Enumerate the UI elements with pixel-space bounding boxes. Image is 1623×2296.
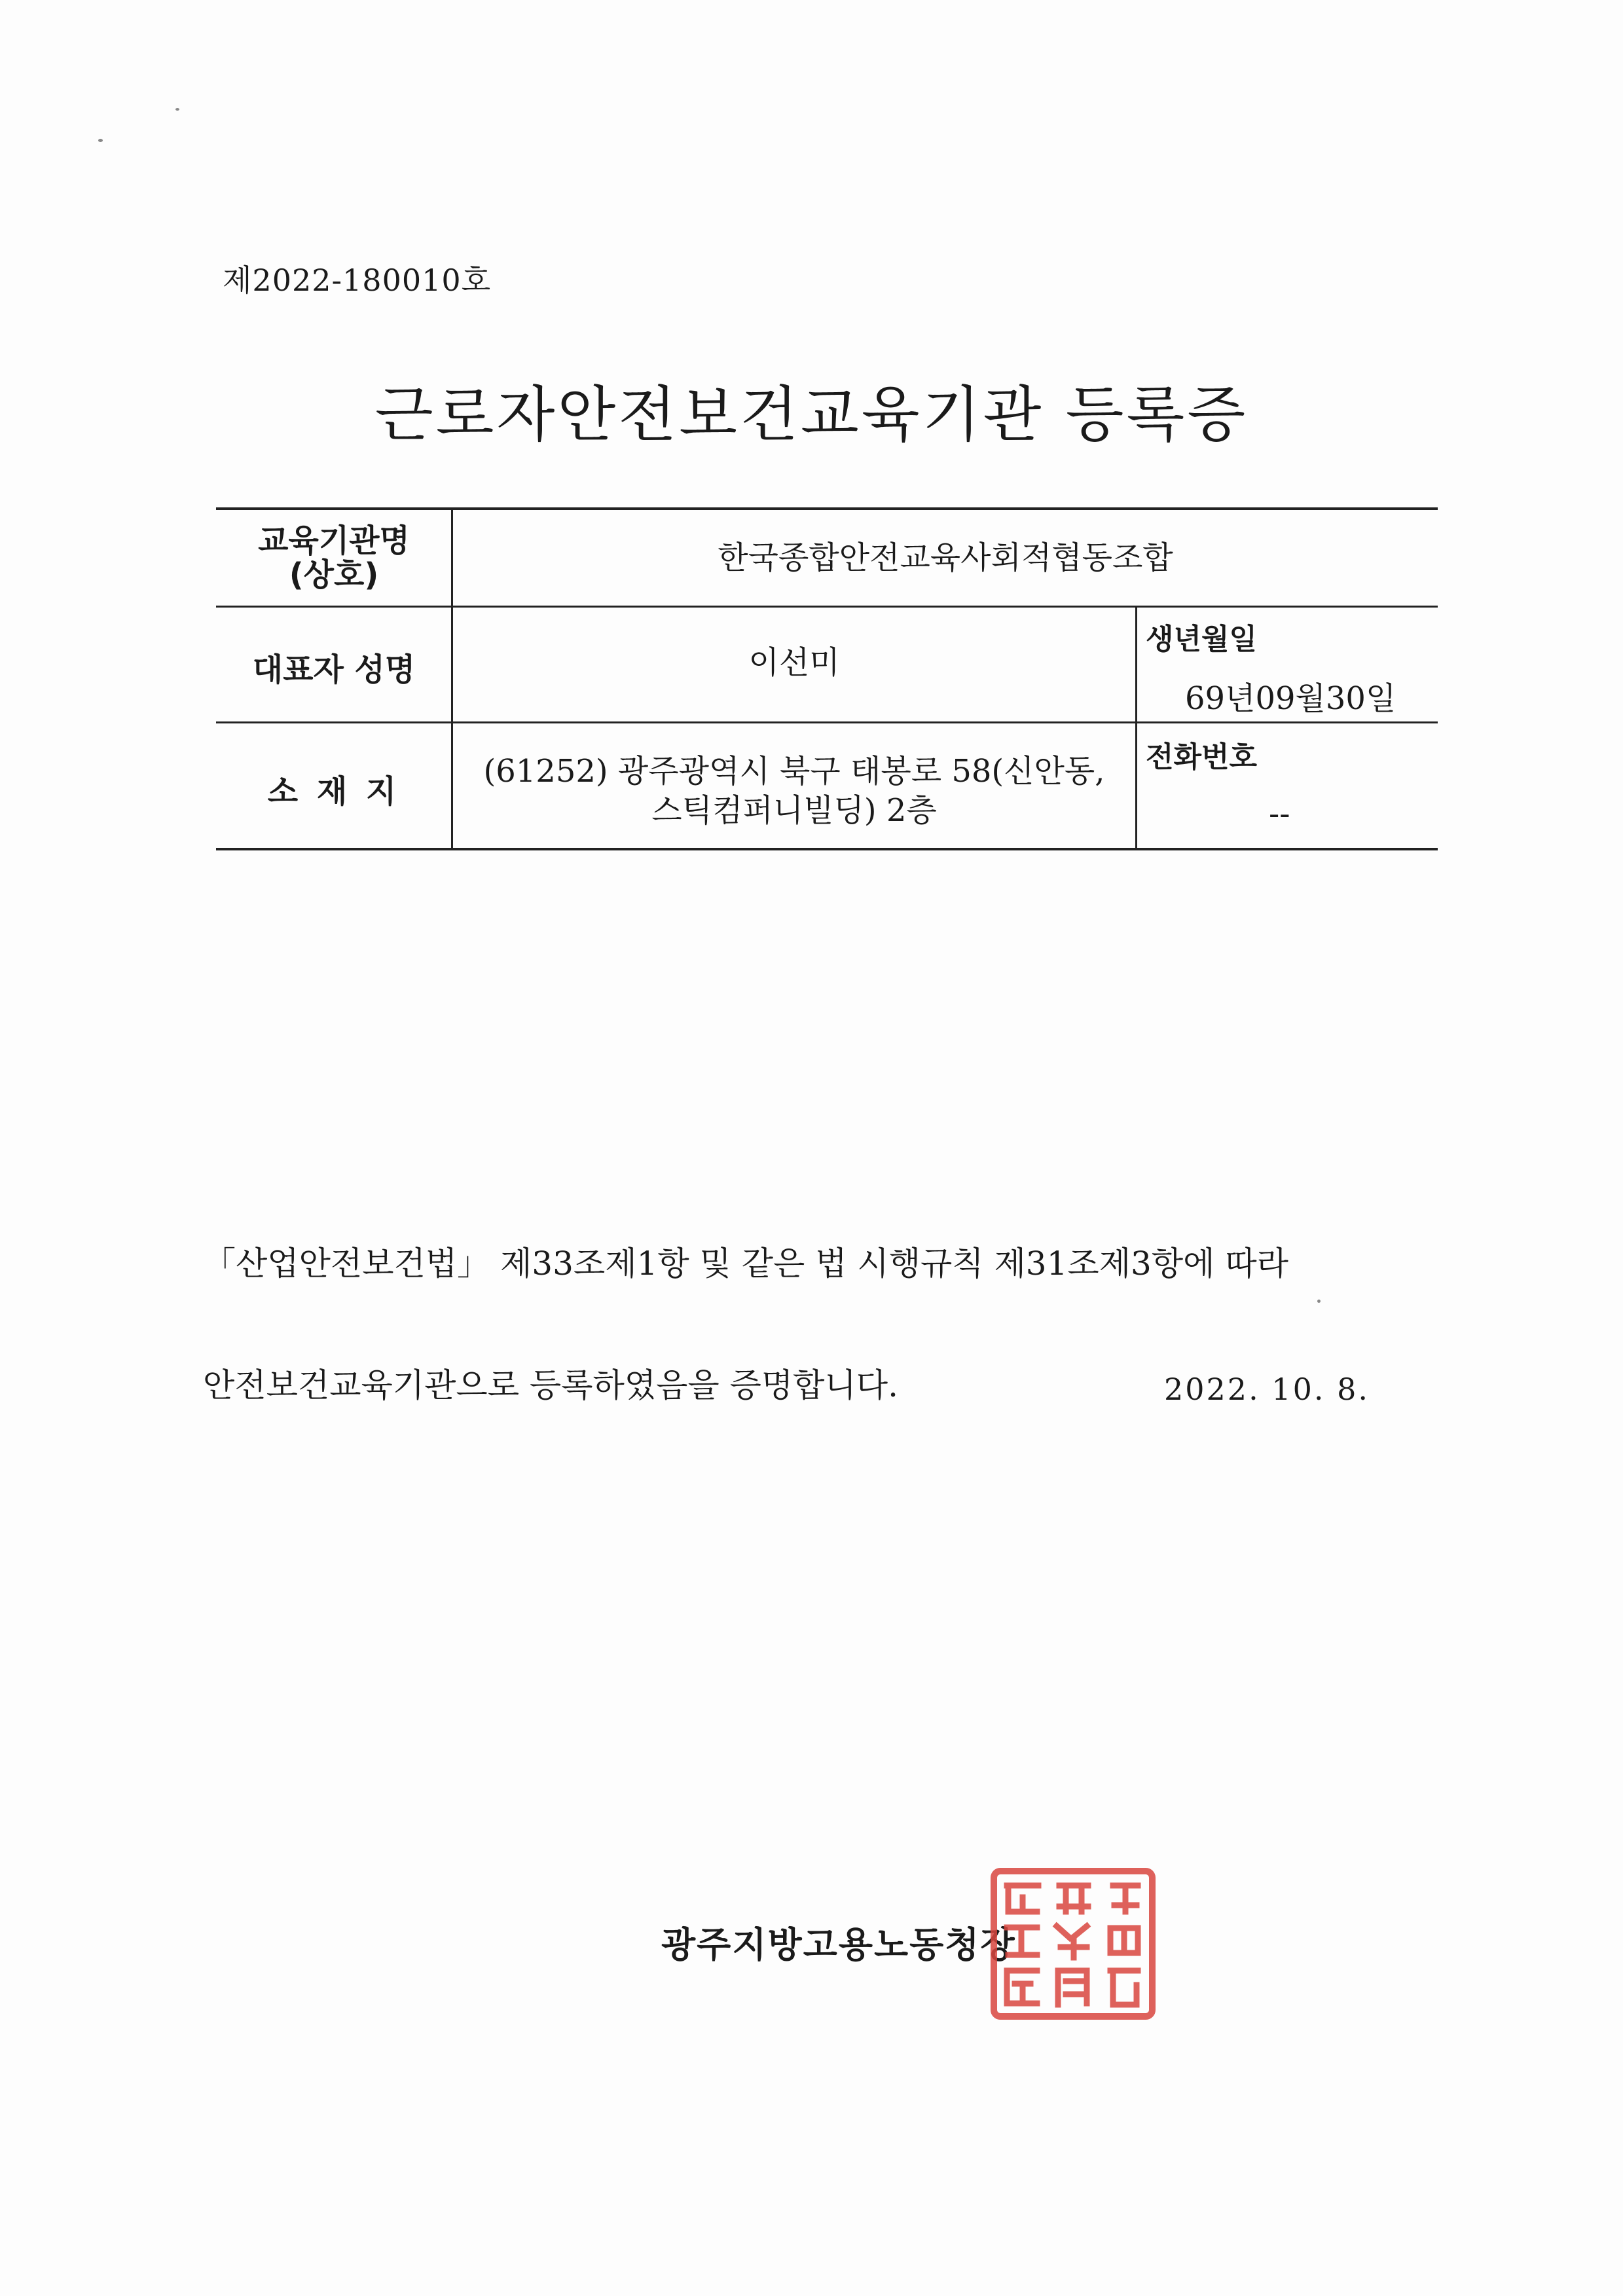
phone-value: -- xyxy=(1269,795,1290,832)
birthdate-label: 생년월일 xyxy=(1146,623,1258,656)
institution-name-value: 한국종합안전교육사회적협동조합 xyxy=(718,539,1173,576)
document-title: 근로자안전보건교육기관 등록증 xyxy=(374,380,1249,450)
location-label: 소 재 지 xyxy=(267,773,401,810)
birthdate-value: 69년09월30일 xyxy=(1185,680,1396,717)
scan-speck xyxy=(1317,1300,1321,1303)
document-number: 제2022-180010호 xyxy=(223,263,492,298)
table-top-border xyxy=(216,507,1438,510)
phone-label: 전화번호 xyxy=(1146,740,1258,774)
address-value: (61252) 광주광역시 북구 태봉로 58(신안동, 스틱컴퍼니빌딩) 2층 xyxy=(483,753,1105,829)
table-row-divider xyxy=(216,721,1438,723)
institution-name-label: 교육기관명 (상호) xyxy=(258,522,410,593)
representative-label: 대표자 성명 xyxy=(252,651,416,688)
table-row-divider xyxy=(216,606,1438,608)
scan-speck xyxy=(98,139,103,142)
official-seal-stamp xyxy=(989,1866,1158,2022)
table-column-divider xyxy=(1135,606,1137,849)
table-bottom-border xyxy=(216,848,1438,850)
issuer-name: 광주지방고용노동청장 xyxy=(661,1924,1016,1965)
issue-date: 2022. 10. 8. xyxy=(1164,1372,1370,1407)
representative-name-value: 이선미 xyxy=(748,644,840,681)
certification-statement: 「산업안전보건법」 제33조제1항 및 같은 법 시행규칙 제31조제3항에 따라 안전보건교육기관으로 등록하였음을 증명합니다. xyxy=(203,1245,1288,1404)
scan-speck xyxy=(175,108,179,111)
